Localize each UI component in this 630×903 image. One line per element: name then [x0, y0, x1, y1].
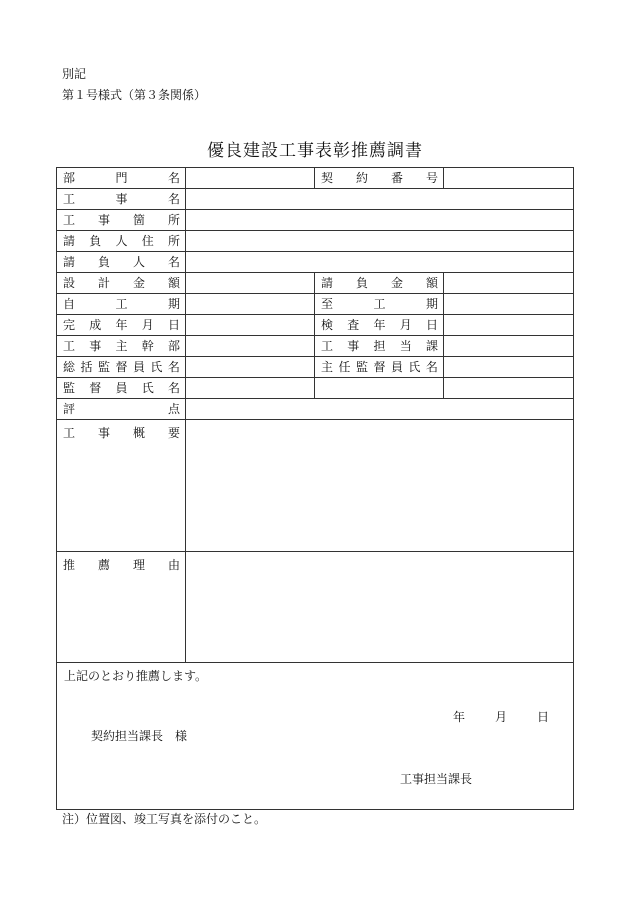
label-char: 名	[167, 255, 180, 269]
label-contractor-name	[57, 252, 186, 273]
label-char: 金	[132, 276, 145, 290]
label-char: 期	[425, 297, 438, 311]
label-char: 事	[97, 426, 110, 440]
label-design-amount	[57, 273, 186, 294]
value-project-name[interactable]	[186, 189, 574, 210]
value-project-location[interactable]	[186, 210, 574, 231]
label-char: 員	[115, 381, 128, 395]
label-char: 工	[63, 213, 76, 227]
label-char: 成	[89, 318, 102, 332]
label-contract-amount	[315, 273, 444, 294]
label-char: 工	[373, 297, 386, 311]
label-char: 番	[390, 171, 403, 185]
row-project-location	[57, 210, 574, 231]
value-recommendation-reason[interactable]	[186, 552, 574, 663]
label-char: 幹	[141, 339, 154, 353]
value-score[interactable]	[186, 399, 574, 420]
label-char: 員	[132, 360, 145, 374]
label-char: 評	[63, 402, 76, 416]
label-char: 理	[132, 558, 145, 572]
row-dates	[57, 315, 574, 336]
label-char: 契	[321, 171, 334, 185]
label-char: 箇	[132, 213, 145, 227]
addressee: 契約担当課長 様	[91, 729, 188, 743]
label-char: 名	[167, 360, 180, 374]
value-managing-department[interactable]	[186, 336, 315, 357]
signature-block	[57, 663, 574, 810]
label-recommendation-reason	[57, 552, 186, 663]
label-char: 由	[167, 558, 180, 572]
label-char: 計	[97, 276, 110, 290]
value-design-amount[interactable]	[186, 273, 315, 294]
label-char: 査	[347, 318, 360, 332]
label-char: 所	[167, 234, 180, 248]
attachment-note: 注）位置図、竣工写真を添付のこと。	[62, 812, 267, 826]
recommendation-form-table	[56, 167, 574, 810]
row-project-name	[57, 189, 574, 210]
row-department	[57, 168, 574, 189]
row-contractor-name	[57, 252, 574, 273]
day-label: 日	[536, 710, 549, 724]
label-char: 門	[115, 171, 128, 185]
label-char: 員	[390, 360, 403, 374]
signer-title: 工事担当課長	[400, 772, 473, 786]
label-char: 工	[63, 339, 76, 353]
label-char: 名	[167, 381, 180, 395]
label-char: 請	[63, 255, 76, 269]
label-char: 督	[373, 360, 386, 374]
value-contractor-name[interactable]	[186, 252, 574, 273]
label-char: 主	[115, 339, 128, 353]
value-department[interactable]	[186, 168, 315, 189]
label-char: 約	[355, 171, 368, 185]
recommendation-statement: 上記のとおり推薦します。	[64, 669, 208, 683]
label-char: 要	[167, 426, 180, 440]
label-char: 担	[373, 339, 386, 353]
document-title: 優良建設工事表彰推薦調書	[207, 141, 423, 161]
row-signature-block	[57, 663, 574, 810]
label-char: 名	[167, 192, 180, 206]
label-char: 推	[63, 558, 76, 572]
label-char: 完	[63, 318, 76, 332]
label-char: 自	[63, 297, 76, 311]
label-char: 氏	[141, 381, 154, 395]
label-char: 人	[132, 255, 145, 269]
label-score	[57, 399, 186, 420]
label-char: 括	[80, 360, 93, 374]
label-contract-number	[315, 168, 444, 189]
label-char: 名	[425, 360, 438, 374]
value-general-supervisor[interactable]	[186, 357, 315, 378]
value-completion-date[interactable]	[186, 315, 315, 336]
value-period-end[interactable]	[444, 294, 574, 315]
label-char: 負	[97, 255, 110, 269]
label-char: 負	[355, 276, 368, 290]
label-char: 額	[167, 276, 180, 290]
label-char: 任	[338, 360, 351, 374]
label-char: 監	[97, 360, 110, 374]
label-char: 事	[347, 339, 360, 353]
label-responsible-section	[315, 336, 444, 357]
year-label: 年	[453, 710, 466, 724]
label-department	[57, 168, 186, 189]
date-line[interactable]	[453, 708, 549, 725]
label-char: 氏	[408, 360, 421, 374]
value-project-overview[interactable]	[186, 420, 574, 552]
label-char: 部	[63, 171, 76, 185]
label-char: 概	[132, 426, 145, 440]
value-supervisor[interactable]	[186, 378, 315, 399]
label-char: 請	[63, 234, 76, 248]
month-label: 月	[494, 710, 507, 724]
label-char: 所	[167, 213, 180, 227]
label-char: 工	[63, 426, 76, 440]
value-contract-amount[interactable]	[444, 273, 574, 294]
label-char: 監	[355, 360, 368, 374]
row-project-overview	[57, 420, 574, 552]
row-supervisor	[57, 378, 574, 399]
label-char: 工	[115, 297, 128, 311]
label-char: 月	[399, 318, 412, 332]
row-period	[57, 294, 574, 315]
label-char: 額	[425, 276, 438, 290]
label-char: 督	[89, 381, 102, 395]
label-char: 検	[321, 318, 334, 332]
value-chief-supervisor[interactable]	[444, 357, 574, 378]
label-char: 請	[321, 276, 334, 290]
label-managing-department	[57, 336, 186, 357]
label-char: 期	[167, 297, 180, 311]
value-responsible-section[interactable]	[444, 336, 574, 357]
label-char: 人	[115, 234, 128, 248]
label-char: 薦	[97, 558, 110, 572]
label-char: 工	[321, 339, 334, 353]
annex-label: 別記	[62, 67, 87, 81]
label-char: 氏	[150, 360, 163, 374]
label-inspection-date	[315, 315, 444, 336]
label-char: 工	[63, 192, 76, 206]
label-completion-date	[57, 315, 186, 336]
label-char: 主	[321, 360, 334, 374]
label-char: 名	[167, 171, 180, 185]
label-char: 課	[425, 339, 438, 353]
blank-cell-b[interactable]	[444, 378, 574, 399]
label-char: 部	[167, 339, 180, 353]
label-period-end	[315, 294, 444, 315]
label-char: 住	[141, 234, 154, 248]
label-char: 日	[425, 318, 438, 332]
label-char: 事	[115, 192, 128, 206]
label-char: 年	[373, 318, 386, 332]
label-char: 事	[97, 213, 110, 227]
row-contractor-address	[57, 231, 574, 252]
value-period-start[interactable]	[186, 294, 315, 315]
row-departments	[57, 336, 574, 357]
label-char: 月	[141, 318, 154, 332]
value-contractor-address[interactable]	[186, 231, 574, 252]
label-supervisor	[57, 378, 186, 399]
label-general-supervisor	[57, 357, 186, 378]
label-char: 至	[321, 297, 334, 311]
label-char: 監	[63, 381, 76, 395]
label-char: 設	[63, 276, 76, 290]
label-char: 号	[425, 171, 438, 185]
row-supervisors	[57, 357, 574, 378]
label-contractor-address	[57, 231, 186, 252]
label-chief-supervisor	[315, 357, 444, 378]
label-char: 督	[115, 360, 128, 374]
label-period-start	[57, 294, 186, 315]
row-amounts	[57, 273, 574, 294]
label-project-overview	[57, 420, 186, 552]
label-char: 負	[89, 234, 102, 248]
row-score	[57, 399, 574, 420]
label-char: 年	[115, 318, 128, 332]
label-char: 点	[167, 402, 180, 416]
label-project-name	[57, 189, 186, 210]
label-char: 事	[89, 339, 102, 353]
blank-cell-a[interactable]	[315, 378, 444, 399]
label-char: 総	[63, 360, 76, 374]
form-number-label: 第１号様式（第３条関係）	[62, 88, 207, 102]
value-contract-number[interactable]	[444, 168, 574, 189]
label-char: 金	[390, 276, 403, 290]
row-recommendation-reason	[57, 552, 574, 663]
value-inspection-date[interactable]	[444, 315, 574, 336]
label-project-location	[57, 210, 186, 231]
label-char: 日	[167, 318, 180, 332]
label-char: 当	[399, 339, 412, 353]
